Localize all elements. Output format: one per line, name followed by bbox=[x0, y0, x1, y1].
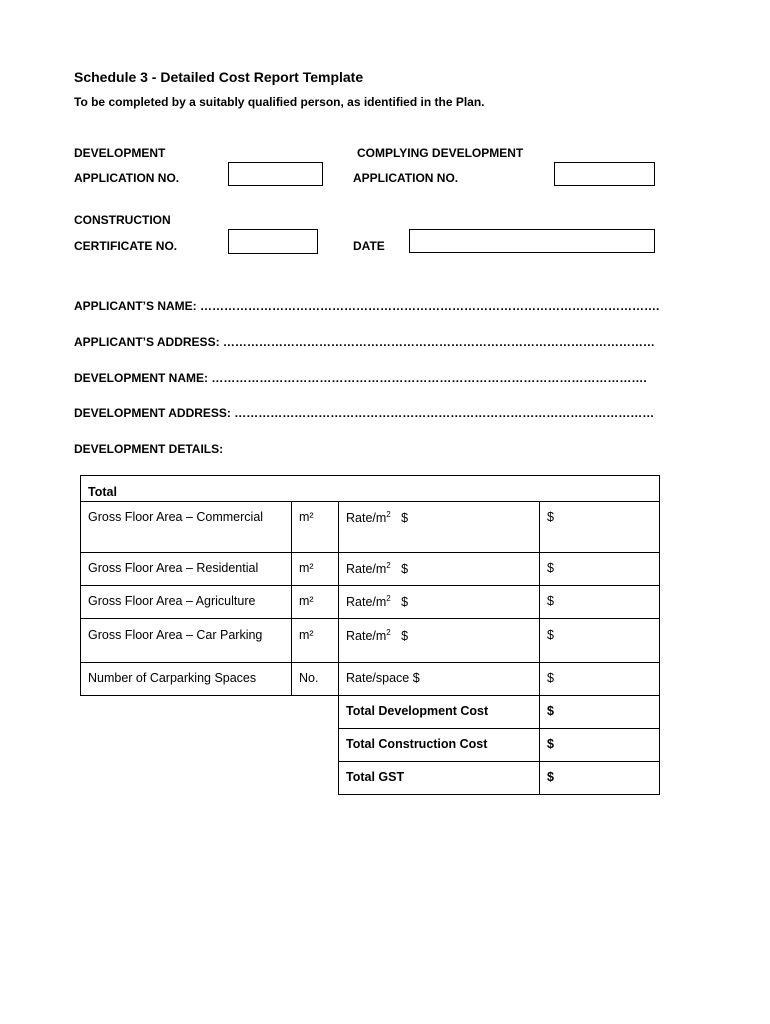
development-address-line[interactable]: DEVELOPMENT ADDRESS: …………………………………………………………………………………………… bbox=[74, 406, 655, 420]
table-header-total: Total bbox=[81, 476, 660, 502]
total-construction-cost-label: Total Construction Cost bbox=[339, 729, 540, 762]
total-construction-cost-value[interactable]: $ bbox=[540, 729, 660, 762]
total-gst-label: Total GST bbox=[339, 762, 540, 795]
table-row bbox=[81, 502, 660, 553]
complying-development-application-no-field[interactable] bbox=[554, 162, 655, 186]
table-row bbox=[81, 619, 660, 663]
blank-cell bbox=[292, 762, 339, 795]
applicant-name-line[interactable]: APPLICANT’S NAME: ……………………………………………………………………………………………………. bbox=[74, 299, 660, 313]
cc-label-line1: CONSTRUCTION bbox=[74, 213, 171, 227]
dev-app-label-line2: APPLICATION NO. bbox=[74, 171, 180, 185]
table-header-row bbox=[81, 476, 660, 502]
page-title: Schedule 3 - Detailed Cost Report Template bbox=[74, 69, 364, 85]
table-row bbox=[81, 553, 660, 586]
row-rate-sup: 2 bbox=[386, 628, 391, 637]
row-rate: Rate/m bbox=[346, 595, 387, 610]
total-row bbox=[81, 729, 660, 762]
total-development-cost-label: Total Development Cost bbox=[339, 696, 540, 729]
blank-cell bbox=[81, 762, 292, 795]
blank-cell bbox=[81, 696, 292, 729]
total-development-cost-value[interactable]: $ bbox=[540, 696, 660, 729]
row-total[interactable]: $ bbox=[540, 553, 660, 586]
row-rate-currency: $ bbox=[401, 595, 409, 610]
row-total[interactable]: $ bbox=[540, 619, 660, 663]
row-rate-cell[interactable] bbox=[339, 502, 540, 553]
development-details-heading: DEVELOPMENT DETAILS: bbox=[74, 442, 224, 456]
row-total[interactable]: $ bbox=[540, 663, 660, 696]
applicant-address-line[interactable]: APPLICANT’S ADDRESS: ……………………………………………………………………………………………… bbox=[74, 335, 655, 349]
row-rate-currency: $ bbox=[401, 562, 409, 577]
table-row bbox=[81, 586, 660, 619]
table-row bbox=[81, 663, 660, 696]
cc-label-line2: CERTIFICATE NO. bbox=[74, 239, 178, 253]
total-row bbox=[81, 696, 660, 729]
date-label: DATE bbox=[353, 239, 385, 253]
date-field[interactable] bbox=[409, 229, 655, 253]
row-label: Gross Floor Area – Agriculture bbox=[81, 586, 292, 619]
row-unit: m² bbox=[292, 586, 339, 619]
row-label: Gross Floor Area – Residential bbox=[81, 553, 292, 586]
development-application-no-field[interactable] bbox=[228, 162, 323, 186]
row-unit: m² bbox=[292, 553, 339, 586]
row-rate[interactable]: Rate/space $ bbox=[339, 663, 540, 696]
row-rate-cell[interactable] bbox=[339, 619, 540, 663]
row-total[interactable]: $ bbox=[540, 502, 660, 553]
row-unit: m² bbox=[292, 502, 339, 553]
row-rate: Rate/m bbox=[346, 629, 387, 644]
cd-app-label-line1: COMPLYING DEVELOPMENT bbox=[357, 146, 524, 160]
row-rate-sup: 2 bbox=[386, 510, 391, 519]
row-rate-cell[interactable] bbox=[339, 553, 540, 586]
total-gst-value[interactable]: $ bbox=[540, 762, 660, 795]
cd-app-label-line2: APPLICATION NO. bbox=[353, 171, 459, 185]
row-label: Gross Floor Area – Commercial bbox=[81, 502, 292, 553]
blank-cell bbox=[81, 729, 292, 762]
row-rate: Rate/m bbox=[346, 511, 387, 526]
development-name-line[interactable]: DEVELOPMENT NAME: ………………………………………………………………………………………………. bbox=[74, 371, 647, 385]
row-rate-sup: 2 bbox=[386, 594, 391, 603]
row-total[interactable]: $ bbox=[540, 586, 660, 619]
row-rate-currency: $ bbox=[401, 511, 409, 526]
row-rate-cell[interactable] bbox=[339, 586, 540, 619]
blank-cell bbox=[292, 729, 339, 762]
page-subtitle: To be completed by a suitably qualified person, as identified in the Plan. bbox=[74, 95, 485, 109]
row-rate-currency: $ bbox=[401, 629, 409, 644]
row-label: Gross Floor Area – Car Parking bbox=[81, 619, 292, 663]
construction-certificate-no-field[interactable] bbox=[228, 229, 318, 254]
row-label: Number of Carparking Spaces bbox=[81, 663, 292, 696]
total-row bbox=[81, 762, 660, 795]
blank-cell bbox=[292, 696, 339, 729]
row-rate: Rate/m bbox=[346, 562, 387, 577]
row-unit: No. bbox=[292, 663, 339, 696]
cost-table bbox=[80, 475, 660, 795]
dev-app-label-line1: DEVELOPMENT bbox=[74, 146, 166, 160]
row-unit: m² bbox=[292, 619, 339, 663]
row-rate-sup: 2 bbox=[386, 561, 391, 570]
